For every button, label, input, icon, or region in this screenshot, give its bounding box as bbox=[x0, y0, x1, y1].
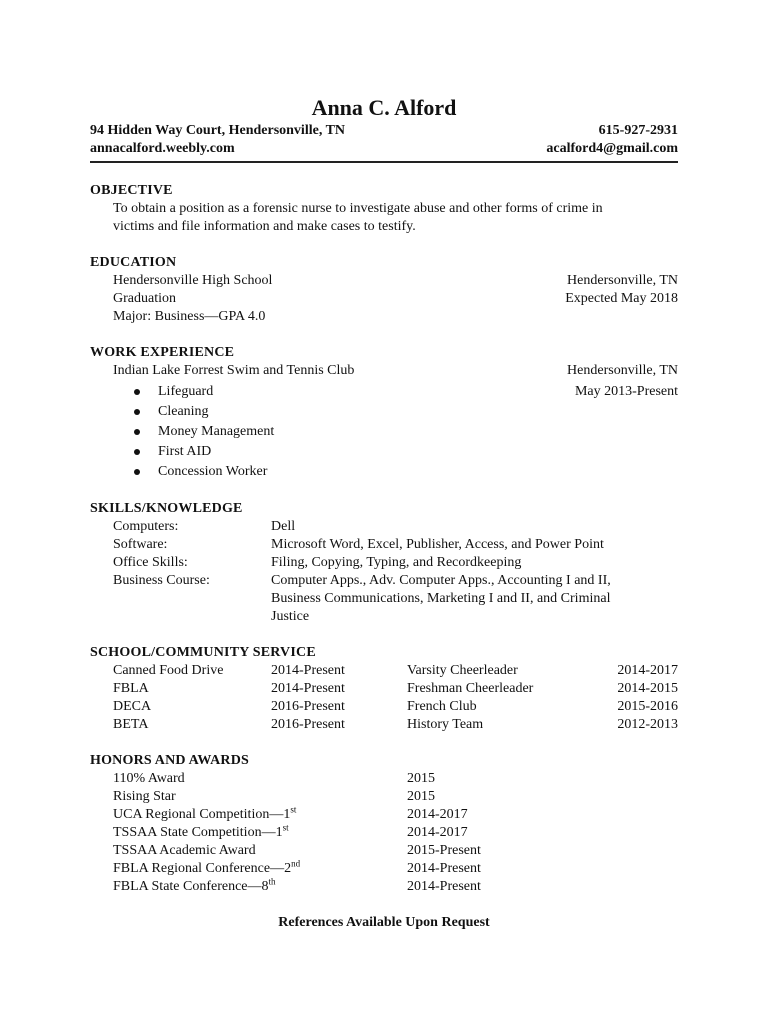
applicant-name: Anna C. Alford bbox=[311, 95, 457, 120]
header-divider bbox=[90, 161, 678, 163]
skill-row bbox=[113, 572, 678, 626]
table-row bbox=[113, 662, 678, 680]
award-name bbox=[113, 824, 407, 842]
skill-label: Computers: bbox=[113, 519, 179, 534]
section-title: SKILLS/KNOWLEDGE bbox=[90, 501, 243, 516]
award-ordinal: th bbox=[268, 876, 276, 887]
list-item bbox=[134, 422, 678, 442]
resume-page bbox=[90, 94, 678, 932]
skills-list bbox=[90, 518, 678, 626]
graduation-label: Graduation bbox=[113, 291, 176, 306]
section-title: WORK EXPERIENCE bbox=[90, 345, 235, 360]
skill-value: Filing, Copying, Typing, and Recordkeeping bbox=[271, 555, 522, 570]
award-label: Rising Star bbox=[113, 789, 176, 804]
award-label: 110% Award bbox=[113, 771, 185, 786]
list-item bbox=[113, 878, 678, 896]
list-item bbox=[113, 860, 678, 878]
award-year: 2014-2017 bbox=[407, 825, 468, 840]
award-label: TSSAA Academic Award bbox=[113, 843, 256, 858]
contact-row-1 bbox=[90, 122, 678, 140]
duty-item: Concession Worker bbox=[134, 462, 267, 482]
duty-list bbox=[90, 382, 678, 482]
table-row bbox=[113, 698, 678, 716]
skill-label: Office Skills: bbox=[113, 555, 188, 570]
activity: Freshman Cheerleader bbox=[407, 681, 534, 696]
activity: Varsity Cheerleader bbox=[407, 663, 518, 678]
skill-label: Business Course: bbox=[113, 573, 210, 588]
work-dates: May 2013-Present bbox=[574, 384, 678, 399]
contact-row-2 bbox=[90, 140, 678, 158]
activity: DECA bbox=[113, 699, 152, 714]
table-row bbox=[113, 680, 678, 698]
education-row bbox=[113, 272, 678, 290]
skill-row bbox=[113, 554, 678, 572]
school-location: Hendersonville, TN bbox=[567, 273, 678, 288]
activity: History Team bbox=[407, 717, 484, 732]
activity-years: 2014-Present bbox=[271, 681, 345, 696]
section-title: OBJECTIVE bbox=[90, 183, 173, 198]
activity: FBLA bbox=[113, 681, 149, 696]
objective-text bbox=[90, 200, 678, 236]
honors-section bbox=[90, 752, 678, 896]
resume-header bbox=[90, 94, 678, 163]
honors-list bbox=[90, 770, 678, 896]
activity-years: 2016-Present bbox=[271, 699, 345, 714]
activity-years: 2016-Present bbox=[271, 717, 345, 732]
award-name bbox=[113, 842, 407, 860]
service-section bbox=[90, 644, 678, 734]
award-year: 2015 bbox=[407, 789, 435, 804]
work-row bbox=[113, 362, 678, 380]
education-row bbox=[113, 290, 678, 308]
award-label: UCA Regional Competition—1 bbox=[113, 807, 291, 822]
duty-item: Lifeguard bbox=[134, 382, 213, 402]
award-name bbox=[113, 878, 407, 896]
website: annacalford.weebly.com bbox=[90, 141, 235, 156]
employer: Indian Lake Forrest Swim and Tennis Club bbox=[113, 363, 355, 378]
list-item bbox=[134, 382, 678, 402]
school-name: Hendersonville High School bbox=[113, 273, 273, 288]
award-label: FBLA Regional Conference—2 bbox=[113, 861, 292, 876]
award-label: FBLA State Conference—8 bbox=[113, 879, 269, 894]
list-item bbox=[113, 824, 678, 842]
activity: BETA bbox=[113, 717, 149, 732]
skill-value: Microsoft Word, Excel, Publisher, Access, and Power Point bbox=[271, 537, 604, 552]
award-name bbox=[113, 806, 407, 824]
skill-row bbox=[113, 518, 678, 536]
award-name bbox=[113, 788, 407, 806]
references-note: References Available Upon Request bbox=[278, 915, 490, 930]
activity: French Club bbox=[407, 699, 477, 714]
skill-label: Software: bbox=[113, 537, 168, 552]
graduation-date: Expected May 2018 bbox=[565, 291, 678, 306]
duty-item: First AID bbox=[134, 442, 211, 462]
award-year: 2014-Present bbox=[407, 861, 481, 876]
address: 94 Hidden Way Court, Hendersonville, TN bbox=[90, 123, 346, 138]
section-title: SCHOOL/COMMUNITY SERVICE bbox=[90, 645, 316, 660]
activity-years: 2015-2016 bbox=[617, 699, 678, 714]
award-name bbox=[113, 860, 407, 878]
activity-years: 2014-2017 bbox=[617, 663, 678, 678]
list-item bbox=[113, 770, 678, 788]
education-section bbox=[90, 254, 678, 326]
objective-line: To obtain a position as a forensic nurse to investigate abuse and other forms of crime in bbox=[113, 201, 603, 216]
award-ordinal: st bbox=[290, 804, 297, 815]
activity-years: 2014-2015 bbox=[617, 681, 678, 696]
email: acalford4@gmail.com bbox=[546, 141, 678, 156]
major: Major: Business—GPA 4.0 bbox=[113, 309, 266, 324]
work-location: Hendersonville, TN bbox=[567, 363, 678, 378]
award-year: 2015 bbox=[407, 771, 435, 786]
list-item bbox=[113, 788, 678, 806]
skill-row bbox=[113, 536, 678, 554]
activity: Canned Food Drive bbox=[113, 663, 224, 678]
list-item bbox=[134, 462, 678, 482]
work-details bbox=[90, 362, 678, 380]
list-item bbox=[134, 442, 678, 462]
section-title: HONORS AND AWARDS bbox=[90, 753, 249, 768]
education-details bbox=[90, 272, 678, 326]
objective-section bbox=[90, 182, 678, 236]
section-title: EDUCATION bbox=[90, 255, 177, 270]
award-ordinal: nd bbox=[291, 858, 301, 869]
award-label: TSSAA State Competition—1 bbox=[113, 825, 283, 840]
award-name bbox=[113, 770, 407, 788]
activity-years: 2014-Present bbox=[271, 663, 345, 678]
list-item bbox=[134, 402, 678, 422]
award-year: 2014-Present bbox=[407, 879, 481, 894]
award-year: 2014-2017 bbox=[407, 807, 468, 822]
service-table bbox=[90, 662, 678, 734]
work-section bbox=[90, 344, 678, 482]
table-row bbox=[113, 716, 678, 734]
duty-item: Money Management bbox=[134, 422, 274, 442]
list-item bbox=[113, 806, 678, 824]
skill-value: Computer Apps., Adv. Computer Apps., Accounting I and II, Business Communications, Marketing I and II, and Criminal Justice bbox=[271, 573, 611, 624]
activity-years: 2012-2013 bbox=[617, 717, 678, 732]
phone: 615-927-2931 bbox=[598, 123, 678, 138]
duty-item: Cleaning bbox=[134, 402, 209, 422]
list-item bbox=[113, 842, 678, 860]
award-ordinal: st bbox=[282, 822, 289, 833]
skills-section bbox=[90, 500, 678, 626]
objective-line: victims and file information and make cases to testify. bbox=[113, 219, 416, 234]
skill-value: Dell bbox=[271, 519, 296, 534]
award-year: 2015-Present bbox=[407, 843, 481, 858]
